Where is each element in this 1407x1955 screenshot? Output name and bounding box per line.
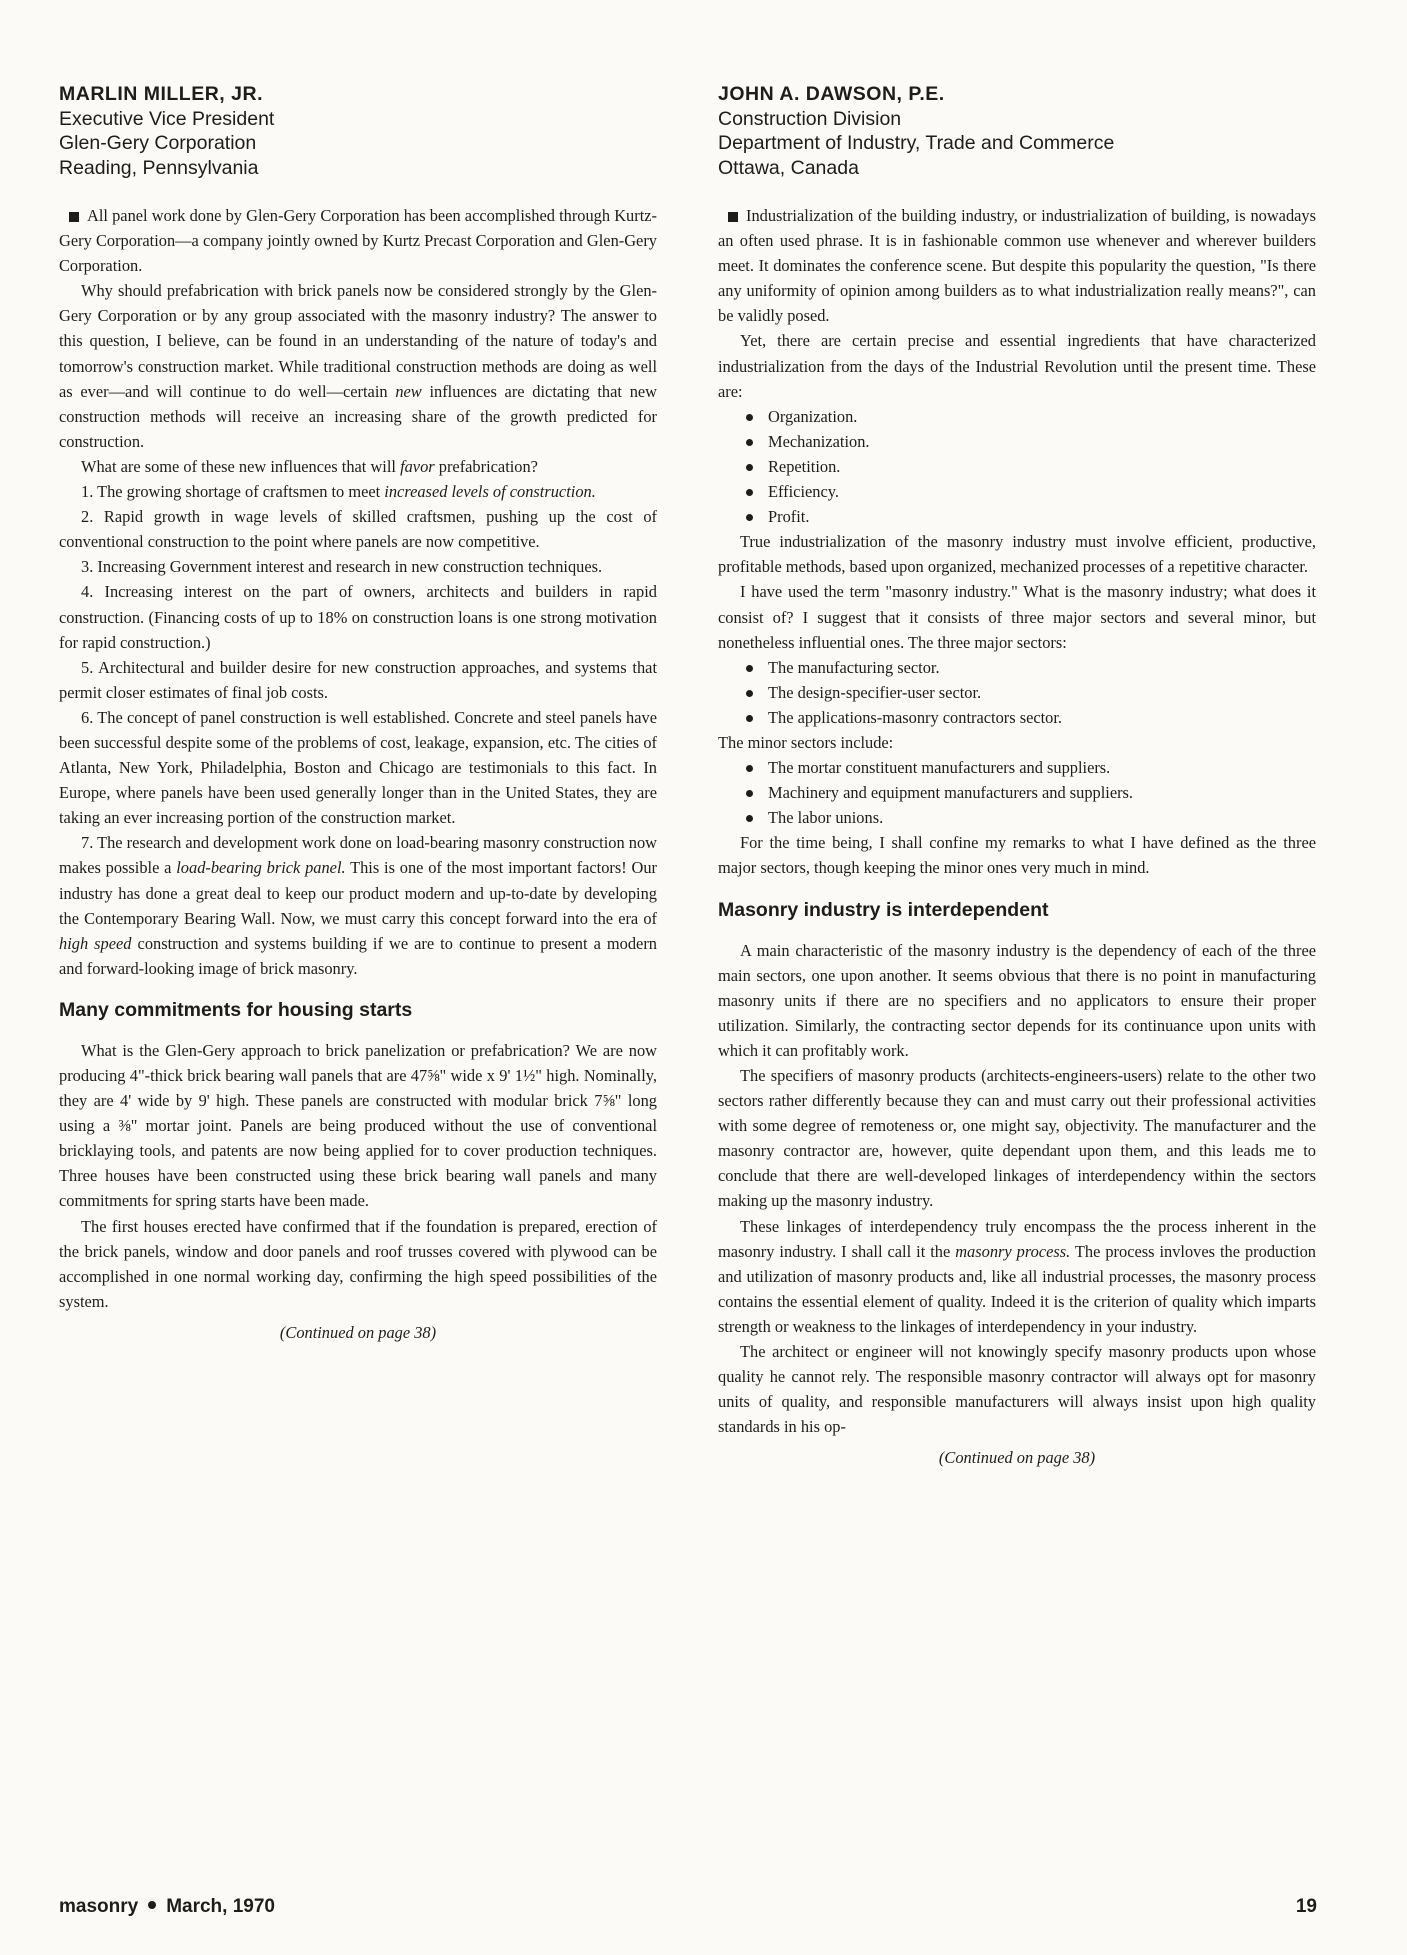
- list-item: Mechanization.: [742, 429, 1316, 454]
- bullet-icon: [746, 414, 753, 421]
- continued-note: (Continued on page 38): [938, 1448, 1096, 1468]
- paragraph: I have used the term "masonry industry." What is the masonry industry; what does it consist of? I suggest that it consists of three major sectors and several minor, but nonetheless influential ones. The three major sectors:: [718, 582, 1316, 652]
- author-name: MARLIN MILLER, JR.: [59, 83, 263, 105]
- list-item: Profit.: [742, 504, 1316, 529]
- author-division: Construction Division: [718, 107, 902, 130]
- author-location: Reading, Pennsylvania: [59, 156, 259, 179]
- footer-publication: [59, 1896, 275, 1918]
- paragraph: Yet, there are certain precise and essential ingredients that have characterized industrialization from the days of the Industrial Revolution until the present time. These are:: [718, 331, 1316, 401]
- page-number: 19: [1295, 1896, 1317, 1917]
- bullet-icon: [746, 665, 753, 672]
- square-bullet-icon: [728, 212, 738, 222]
- major-sectors-list: [718, 655, 1316, 730]
- numbered-point: 5. Architectural and builder desire for new construction approaches, and systems that permit closer estimates of final job costs.: [59, 657, 657, 702]
- paragraph: The first houses erected have confirmed that if the foundation is prepared, erection of the brick panels, window and door panels and roof trusses covered with plywood can be accomplished in one normal working day, confirming the high speed possibilities of the system.: [59, 1216, 657, 1311]
- list-item: The manufacturing sector.: [742, 655, 1316, 680]
- publication-name: masonry: [59, 1896, 139, 1917]
- lead-paragraph: All panel work done by Glen-Gery Corporation has been accomplished through Kurtz-Gery Corporation—a company jointly owned by Kurtz Precast Corporation and Glen-Gery Corporation.: [59, 206, 657, 276]
- lead-paragraph: Industrialization of the building industry, or industrialization of building, is nowadays an often used phrase. It is in fashionable common use whenever and wherever builders meet. It dominates the conference scene. But despite this popularity the question, "Is there any uniformity of opinion among builders as to what industrialization really means?", can be validly posed.: [718, 206, 1316, 326]
- list-item: The design-specifier-user sector.: [742, 680, 1316, 705]
- numbered-point: 3. Increasing Government interest and research in new construction techniques.: [81, 557, 603, 577]
- author-location: Ottawa, Canada: [718, 156, 859, 179]
- bullet-icon: [746, 439, 753, 446]
- bullet-icon: [746, 464, 753, 471]
- paragraph: A main characteristic of the masonry industry is the dependency of each of the three main sectors, one upon another. It seems obvious that there is no point in manufacturing masonry units if there are no specifiers and no applicators to ensure their proper utilization. Similarly, the contracting sector depends for its continuance upon units with which it can profitably work.: [718, 940, 1316, 1060]
- section-heading: Many commitments for housing starts: [59, 998, 413, 1021]
- paragraph: These linkages of interdependency truly encompass the the process inherent in the masonry industry. I shall call it the masonry process. The process invloves the production and utilization of masonry products and, like all industrial processes, the masonry process contains the essential element of quality. Indeed it is the criterion of quality which imparts strength or weakness to the linkages of interdependency in your industry.: [718, 1216, 1316, 1336]
- continued-note: (Continued on page 38): [279, 1322, 437, 1342]
- author-name: JOHN A. DAWSON, P.E.: [718, 83, 945, 105]
- paragraph: The architect or engineer will not knowingly specify masonry products upon whose quality he cannot rely. The responsible masonry contractor will always opt for masonry units of quality, and responsible manufacturers will always insist upon high quality standards in his op-: [718, 1342, 1316, 1437]
- square-bullet-icon: [69, 212, 79, 222]
- right-article-body: [718, 203, 1316, 1470]
- bullet-icon: [746, 514, 753, 521]
- list-item: The mortar constituent manufacturers and suppliers.: [742, 755, 1316, 780]
- paragraph: What is the Glen-Gery approach to brick panelization or prefabrication? We are now producing 4"-thick brick bearing wall panels that are 47⅝" wide x 9' 1½" high. Nominally, they are 4' wide by 9' high. These panels are constructed with modular brick 7⅝" long using a ⅜" mortar joint. Panels are being produced without the use of conventional bricklaying tools, and patents are now being applied for to cover production techniques. Three houses have been constructed using these brick bearing wall panels and many commitments for spring starts have been made.: [59, 1040, 657, 1211]
- section-heading: Masonry industry is interdependent: [718, 898, 1049, 921]
- bullet-icon: [746, 489, 753, 496]
- list-item: Organization.: [742, 404, 1316, 429]
- list-item: The applications-masonry contractors sector.: [742, 705, 1316, 730]
- right-author-block: [718, 82, 1316, 180]
- paragraph: What are some of these new influences that will favor prefabrication?: [81, 456, 538, 476]
- left-article-body: [59, 203, 657, 1345]
- numbered-point: 1. The growing shortage of craftsmen to meet increased levels of construction.: [81, 482, 596, 502]
- left-column: [59, 82, 657, 1345]
- numbered-point: 7. The research and development work done on load-bearing masonry construction now makes possible a load-bearing brick panel. This is one of the most important factors! Our industry has done a great deal to keep our product modern and up-to-date by developing the Contemporary Bearing Wall. Now, we must carry this concept forward into the era of high speed construction and systems building if we are to continue to present a modern and forward-looking image of brick masonry.: [59, 833, 657, 978]
- issue-date: March, 1970: [166, 1896, 275, 1917]
- bullet-icon: [148, 1901, 156, 1909]
- numbered-point: 2. Rapid growth in wage levels of skilled craftsmen, pushing up the cost of conventional construction to the point where panels are now competitive.: [59, 507, 657, 552]
- numbered-point: 6. The concept of panel construction is well established. Concrete and steel panels have been successful despite some of the problems of cost, leakage, expansion, etc. The cities of Atlanta, New York, Philadelphia, Boston and Chicago are testimonials to this fact. In Europe, where panels have been used generally longer than in the United States, they are taking an ever increasing portion of the construction market.: [59, 707, 657, 828]
- list-item: Efficiency.: [742, 479, 1316, 504]
- ingredients-list: [718, 404, 1316, 529]
- paragraph: The minor sectors include:: [718, 732, 894, 752]
- minor-sectors-list: [718, 755, 1316, 830]
- bullet-icon: [746, 815, 753, 822]
- paragraph: For the time being, I shall confine my remarks to what I have defined as the three major sectors, though keeping the minor ones very much in mind.: [718, 833, 1316, 878]
- right-column: [718, 82, 1316, 1470]
- author-title: Executive Vice President: [59, 107, 275, 130]
- bullet-icon: [746, 690, 753, 697]
- list-item: Machinery and equipment manufacturers and suppliers.: [742, 780, 1316, 805]
- left-author-block: [59, 82, 657, 180]
- numbered-point: 4. Increasing interest on the part of owners, architects and builders in rapid construction. (Financing costs of up to 18% on construction loans is one strong motivation for rapid construction.): [59, 582, 657, 652]
- bullet-icon: [746, 790, 753, 797]
- paragraph: Why should prefabrication with brick panels now be considered strongly by the Glen-Gery Corporation or by any group associated with the masonry industry? The answer to this question, I believe, can be found in an understanding of the nature of today's and tomorrow's construction market. While traditional construction methods are doing as well as ever—and will continue to do well—certain new influences are dictating that new construction methods will receive an increasing share of the growth predicted for construction.: [59, 281, 657, 451]
- paragraph: True industrialization of the masonry industry must involve efficient, productive, profitable methods, based upon organized, mechanized processes of a repetitive character.: [718, 532, 1316, 577]
- author-company: Glen-Gery Corporation: [59, 132, 257, 154]
- bullet-icon: [746, 715, 753, 722]
- bullet-icon: [746, 765, 753, 772]
- author-department: Department of Industry, Trade and Commerce: [718, 132, 1115, 154]
- paragraph: The specifiers of masonry products (architects-engineers-users) relate to the other two sectors rather differently because they can and must carry out their professional activities with some degree of remoteness or, one might say, objectivity. The manufacturer and the masonry contractor are, however, quite dependant upon them, and this leads me to conclude that there are well-developed linkages of interdependency within the sectors making up the masonry industry.: [718, 1066, 1316, 1211]
- list-item: Repetition.: [742, 454, 1316, 479]
- list-item: The labor unions.: [742, 805, 1316, 830]
